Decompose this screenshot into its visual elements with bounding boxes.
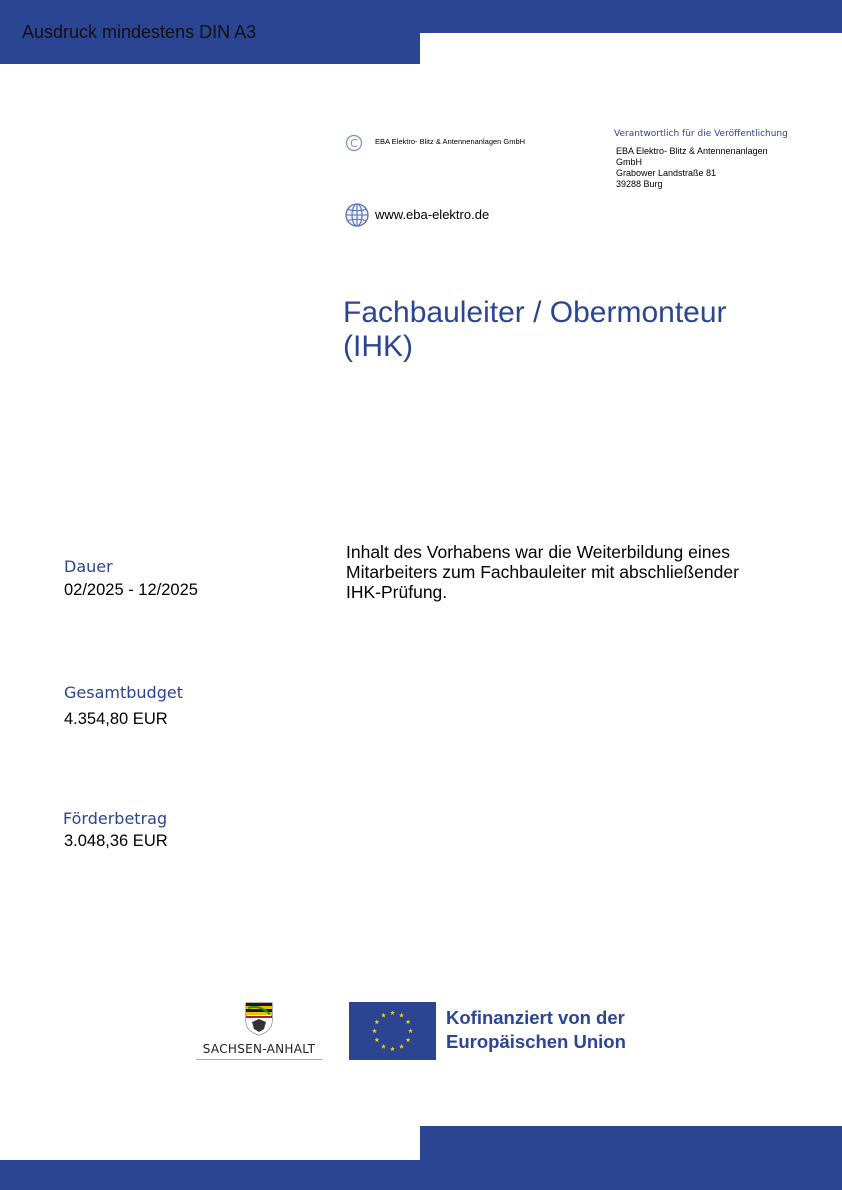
sachsen-anhalt-label: SACHSEN-ANHALT xyxy=(202,1042,316,1056)
logo-underline xyxy=(196,1059,322,1060)
funding-amount-value: 3.048,36 EUR xyxy=(64,832,168,850)
funding-amount-label: Förderbetrag xyxy=(63,809,168,828)
responsible-line: EBA Elektro- Blitz & Antennenanlagen xyxy=(616,146,768,156)
total-budget-label: Gesamtbudget xyxy=(64,683,183,702)
print-note: Ausdruck mindestens DIN A3 xyxy=(22,22,257,42)
project-description xyxy=(346,542,806,602)
eu-flag-icon xyxy=(349,1002,436,1060)
duration-value: 02/2025 - 12/2025 xyxy=(64,581,198,599)
responsible-heading: Verantwortlich für die Veröffentlichung xyxy=(614,129,788,139)
coat-of-arms-icon xyxy=(244,1002,274,1036)
copyright-company: EBA Elektro- Blitz & Antennenanlagen GmbH xyxy=(375,137,526,146)
bottom-banner-block xyxy=(420,1126,842,1190)
duration-label: Dauer xyxy=(64,557,113,576)
title-line: (IHK) xyxy=(343,330,413,363)
description-line: Inhalt des Vorhabens war die Weiterbildung eines xyxy=(346,542,730,562)
globe-icon xyxy=(344,202,370,228)
copyright-icon xyxy=(345,134,363,152)
description-line: Mitarbeiters zum Fachbauleiter mit abschließender xyxy=(346,562,739,582)
eu-cofunding-text xyxy=(446,1006,626,1054)
responsible-line: Grabower Landstraße 81 xyxy=(616,168,717,178)
eu-text-line: Europäischen Union xyxy=(446,1031,626,1052)
sachsen-anhalt-logo xyxy=(196,1000,322,1062)
responsible-address xyxy=(616,146,768,190)
total-budget-value: 4.354,80 EUR xyxy=(64,710,168,728)
page-title xyxy=(343,296,813,364)
responsible-line: GmbH xyxy=(616,157,643,167)
title-line: Fachbauleiter / Obermonteur xyxy=(343,296,727,329)
eu-text-line: Kofinanziert von der xyxy=(446,1007,625,1028)
website-link[interactable]: www.eba-elektro.de xyxy=(375,207,490,222)
responsible-line: 39288 Burg xyxy=(616,179,663,189)
svg-text:C: C xyxy=(350,137,358,150)
description-line: IHK-Prüfung. xyxy=(346,582,448,602)
